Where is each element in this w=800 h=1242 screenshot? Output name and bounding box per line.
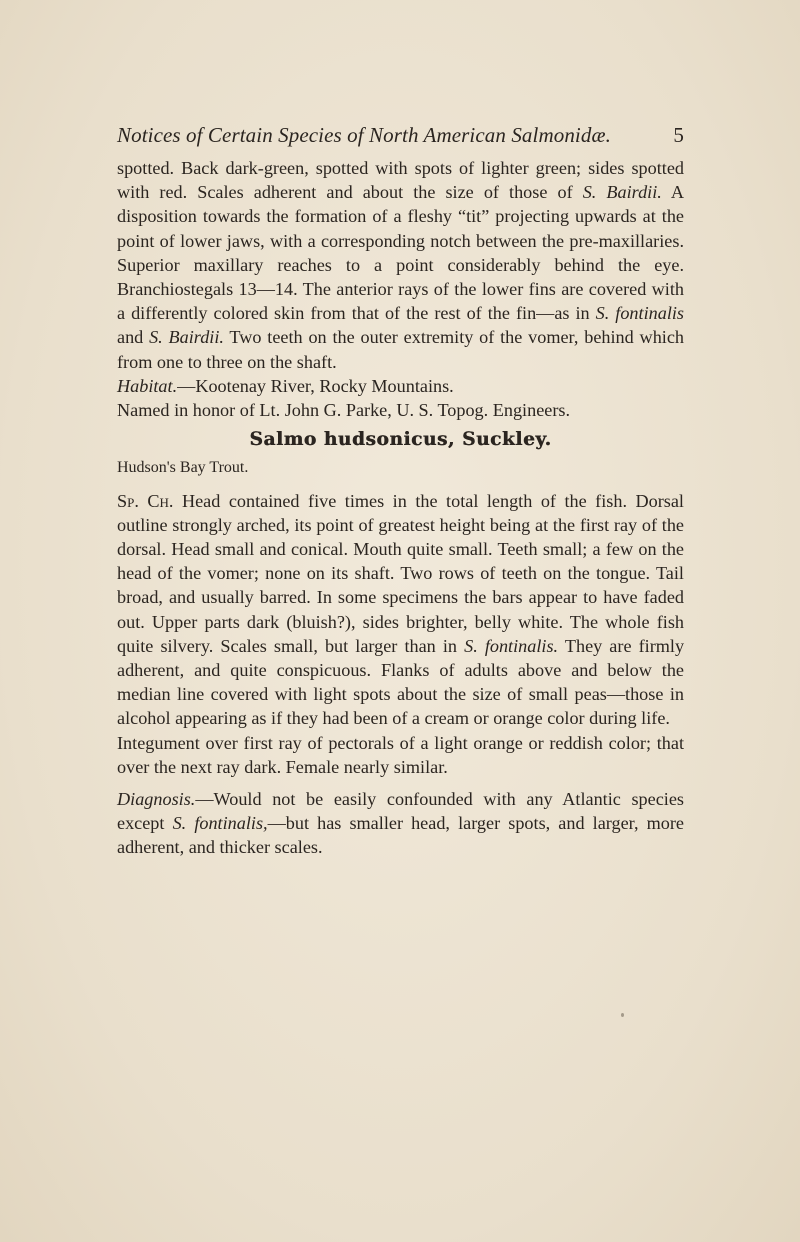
running-head-title: Notices of Certain Species of North American Salmonidæ. [117,123,611,147]
named-text: Named in honor of Lt. John G. Parke, U. S. Topog. Engineers. [117,400,571,421]
running-head [117,123,684,148]
species-name: S. fontinalis, [172,813,268,834]
species-name: S. Bairdii. [149,327,224,348]
common-name: Hudson's Bay Trout. [117,459,249,477]
habitat-label: Habitat. [117,375,178,396]
text-run: Two teeth on the outer extremity of the vomer, behind which from one to three on the shaft. [117,327,685,372]
page-number: 5 [673,123,684,147]
named-paragraph [117,398,684,422]
text-run: Head contained five times in the total length of the fish. Dorsal outline strongly arched, its point of greatest height being at the first ray of the dorsal. Head small and conical. Mouth quite small. Teeth small; a few on the head of the vomer; none on its shaft. Two rows of teeth on the tongue. Tail broad, and usually barred. In some specimens the bars appear to have faded out. Upper parts dark (bluish?), sides brighter, belly white. The whole fish quite silvery. Scales small, but larger than in [117,490,684,656]
diagnosis-paragraph [117,787,684,860]
text-run: A disposition towards the formation of a fleshy “tit” projecting upwards at the point of lower jaws, with a corresponding notch between the pre-maxillaries. Superior maxillary reaches to a point considerably behind the eye. Branchiostegals 13—14. The anterior rays of the lower fins are covered with a differently colored skin from that of the rest of the fin—as in [117,182,685,324]
habitat-paragraph [117,374,684,398]
spacer [117,481,684,489]
paper-blemish [621,1013,624,1017]
specific-characters-paragraph [117,489,684,731]
habitat-text: —Kootenay River, Rocky Mountains. [177,375,454,396]
species-heading: Salmo hudsonicus, Suckley. [249,429,552,451]
text-run: —but has smaller head, larger spots, and larger, more adherent, and thicker scales. [117,813,685,858]
species-name: S. fontinalis [595,303,684,324]
text-run: spotted. Back dark-green, spotted with spots of lighter green; sides spotted with red. Scales adherent and about the size of those of [117,158,684,203]
diagnosis-label: Diagnosis. [117,789,196,810]
paragraph-description-continued [117,156,684,374]
text-run: They are firmly adherent, and quite conspicuous. Flanks of adults above and below the median line covered with light spots about the size of small peas—those in alcohol appearing as if they had been of a cream or orange color during life. [117,635,685,729]
specific-characters-label: Sp. Ch. [117,490,174,511]
spacer [117,779,684,787]
text-run: Integument over first ray of pectorals of a light orange or reddish color; that over the next ray dark. Female nearly similar. [117,732,684,777]
text-run: —Would not be easily confounded with any Atlantic species except [117,789,684,834]
body-text [117,156,684,860]
text-run: and [117,327,144,348]
species-name: S. fontinalis. [464,635,559,656]
species-name: S. Bairdii. [582,182,662,203]
integument-paragraph [117,731,684,779]
